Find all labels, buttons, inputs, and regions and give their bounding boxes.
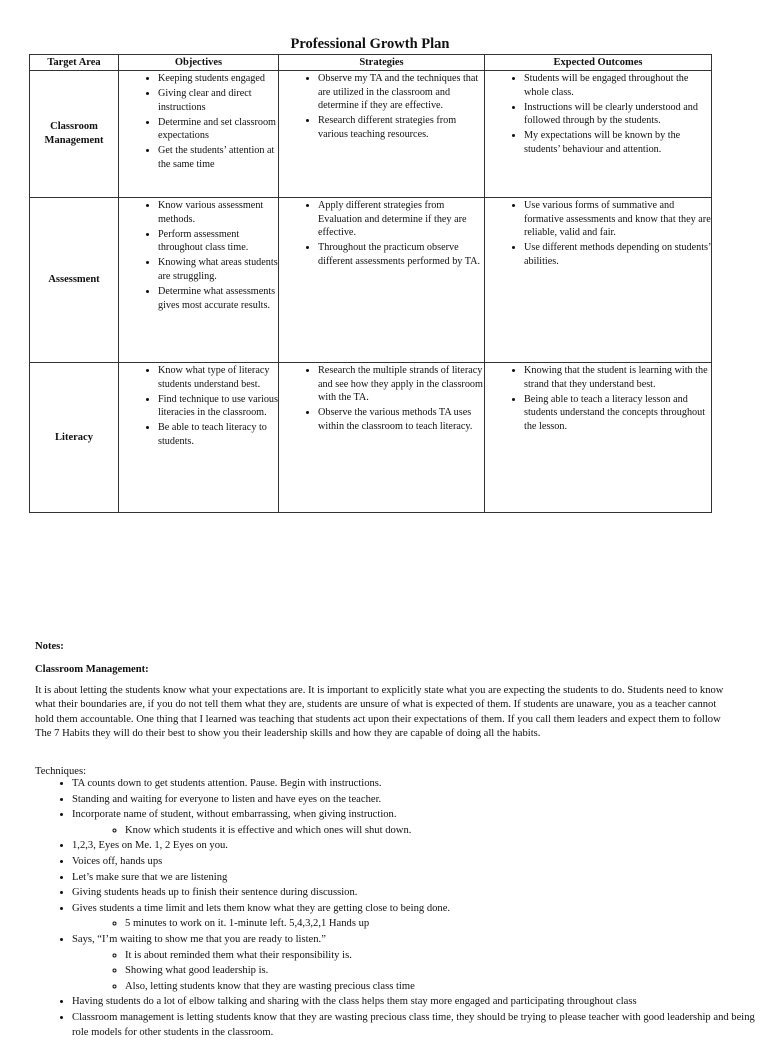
strategies-cell bbox=[279, 363, 485, 513]
sub-list bbox=[72, 948, 766, 995]
objectives-cell bbox=[119, 198, 279, 363]
objectives-list bbox=[119, 364, 278, 449]
techniques-label: Techniques: bbox=[35, 765, 87, 777]
techniques-list bbox=[35, 776, 766, 1040]
list-item: • Use different methods depending on students’ abilities. bbox=[524, 241, 711, 268]
objectives-list bbox=[119, 72, 278, 172]
list-item: • Know various assessment methods. bbox=[158, 199, 278, 226]
list-item: • Students will be engaged throughout the whole class. bbox=[524, 72, 711, 99]
target-area-cell: Literacy bbox=[30, 363, 119, 513]
target-area-cell: Assessment bbox=[30, 198, 119, 363]
list-item: • Be able to teach literacy to students. bbox=[158, 421, 278, 448]
sub-list bbox=[72, 823, 766, 839]
outcomes-cell bbox=[485, 363, 712, 513]
list-item: • TA counts down to get students attention. Pause. Begin with instructions. bbox=[72, 776, 766, 792]
list-item: • Determine what assessments gives most accurate results. bbox=[158, 285, 278, 312]
strategies-list bbox=[279, 199, 484, 268]
outcomes-list bbox=[485, 72, 711, 157]
sub-list-item: ◦ 5 minutes to work on it. 1-minute left. 5,4,3,2,1 Hands up bbox=[125, 916, 766, 932]
list-item: • Observe my TA and the techniques that are utilized in the classroom and determine if they are effective. bbox=[318, 72, 484, 113]
list-item: • Apply different strategies from Evaluation and determine if they are effective. bbox=[318, 199, 484, 240]
sub-list-item: ◦ Know which students it is effective and which ones will shut down. bbox=[125, 823, 766, 839]
list-item: • Having students do a lot of elbow talking and sharing with the class helps them stay more engaged and participating throughout class bbox=[72, 994, 766, 1010]
list-item: • Let’s make sure that we are listening bbox=[72, 870, 766, 886]
list-item: • Observe the various methods TA uses within the classroom to teach literacy. bbox=[318, 406, 484, 433]
sub-list-item: ◦ It is about reminded them what their responsibility is. bbox=[125, 948, 766, 964]
table-row bbox=[30, 363, 712, 513]
list-item: • My expectations will be known by the students’ behaviour and attention. bbox=[524, 129, 711, 156]
header-objectives: Objectives bbox=[119, 55, 279, 71]
outcomes-list bbox=[485, 364, 711, 433]
outcomes-list bbox=[485, 199, 711, 268]
header-target-area: Target Area bbox=[30, 55, 119, 71]
list-item: • Voices off, hands ups bbox=[72, 854, 766, 870]
list-item: • Standing and waiting for everyone to listen and have eyes on the teacher. bbox=[72, 792, 766, 808]
list-item: • Determine and set classroom expectations bbox=[158, 116, 278, 143]
target-area-cell: Classroom Management bbox=[30, 71, 119, 198]
sub-list-item: ◦ Showing what good leadership is. bbox=[125, 963, 766, 979]
list-item bbox=[72, 901, 766, 932]
list-item: • Use various forms of summative and formative assessments and know that they are reliable, valid and fair. bbox=[524, 199, 711, 240]
list-item: • Throughout the practicum observe different assessments performed by TA. bbox=[318, 241, 484, 268]
list-item: • Knowing what areas students are struggling. bbox=[158, 256, 278, 283]
list-item: • Know what type of literacy students understand best. bbox=[158, 364, 278, 391]
list-item: • Research the multiple strands of literacy and see how they apply in the classroom with the TA. bbox=[318, 364, 484, 405]
list-item: • Giving students heads up to finish their sentence during discussion. bbox=[72, 885, 766, 901]
list-item bbox=[72, 932, 766, 994]
table-header-row bbox=[30, 55, 712, 71]
header-expected-outcomes: Expected Outcomes bbox=[485, 55, 712, 71]
growth-plan-table bbox=[29, 54, 712, 513]
table-row bbox=[30, 198, 712, 363]
list-item: • Find technique to use various literacies in the classroom. bbox=[158, 393, 278, 420]
header-strategies: Strategies bbox=[279, 55, 485, 71]
list-item: • Research different strategies from various teaching resources. bbox=[318, 114, 484, 141]
objectives-cell bbox=[119, 71, 279, 198]
strategies-cell bbox=[279, 198, 485, 363]
outcomes-cell bbox=[485, 198, 712, 363]
list-item-text: Gives students a time limit and lets them know what they are getting close to being done. bbox=[72, 902, 451, 914]
list-item: • Classroom management is letting students know that they are wasting precious class time, they should be trying to please teacher with good leadership and being role models for other students in the classroom. bbox=[72, 1010, 766, 1040]
list-item: • Keeping students engaged bbox=[158, 72, 278, 86]
list-item: • 1,2,3, Eyes on Me. 1, 2 Eyes on you. bbox=[72, 838, 766, 854]
list-item: • Being able to teach a literacy lesson and students understand the concepts throughout the lesson. bbox=[524, 393, 711, 434]
list-item: • Perform assessment throughout class time. bbox=[158, 228, 278, 255]
strategies-cell bbox=[279, 71, 485, 198]
list-item-text: Incorporate name of student, without embarrassing, when giving instruction. bbox=[72, 809, 397, 821]
outcomes-cell bbox=[485, 71, 712, 198]
list-item bbox=[72, 807, 766, 838]
classroom-management-heading: Classroom Management: bbox=[35, 663, 149, 675]
list-item-text: Says, “I’m waiting to show me that you are ready to listen.” bbox=[72, 933, 326, 945]
list-item: • Knowing that the student is learning with the strand that they understand best. bbox=[524, 364, 711, 391]
list-item: • Giving clear and direct instructions bbox=[158, 87, 278, 114]
table-row bbox=[30, 71, 712, 198]
objectives-cell bbox=[119, 363, 279, 513]
list-item: • Get the students’ attention at the same time bbox=[158, 144, 278, 171]
sub-list bbox=[72, 916, 766, 932]
page-title: Professional Growth Plan bbox=[290, 36, 450, 52]
notes-heading: Notes: bbox=[35, 640, 64, 652]
list-item: • Instructions will be clearly understood and followed through by the students. bbox=[524, 101, 711, 128]
strategies-list bbox=[279, 72, 484, 141]
objectives-list bbox=[119, 199, 278, 312]
strategies-list bbox=[279, 364, 484, 433]
sub-list-item: ◦ Also, letting students know that they are wasting precious class time bbox=[125, 979, 766, 995]
classroom-management-paragraph: It is about letting the students know what your expectations are. It is important to explicitly state what you are expecting the students to do. Students need to know what their boundaries are, if you do not tell them what they are, students are unsure of what is expected of them. If students are unaware, you as a teacher cannot hold them accountable. One thing that I learned was teaching that students act upon their expectations of them. If you call them leaders and expect them to follow The 7 Habits they will do their best to show you their leadership skills and how they are capable of doing all the habits. bbox=[35, 684, 724, 740]
